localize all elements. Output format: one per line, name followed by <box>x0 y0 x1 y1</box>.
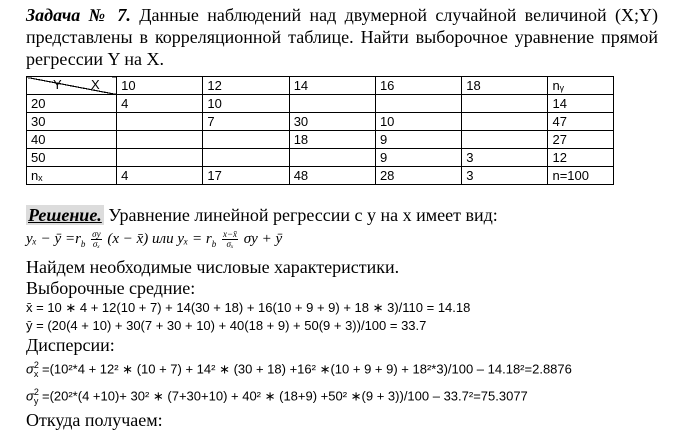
table-cell <box>117 149 203 167</box>
table-row <box>27 131 614 149</box>
variance-x-expr: =(10²*4 + 12² ∗ (10 + 7) + 14² ∗ (30 + 18) +16² ∗(10 + 9 + 9) + 18²*3)/100 – 14.18²=2.8876 <box>38 361 572 377</box>
table-cell <box>462 95 548 113</box>
table-cell: 4 <box>117 95 203 113</box>
text-line: Дисперсии: <box>26 335 115 355</box>
table-cell <box>117 113 203 131</box>
table-cell: 4 <box>117 167 203 185</box>
header-cell: 10 <box>117 77 203 95</box>
header-cell: 16 <box>375 77 461 95</box>
solution-section <box>26 205 658 431</box>
fraction-numerator: σy <box>92 229 101 240</box>
table-cell: nₓ <box>27 167 117 185</box>
table-cell: 47 <box>548 113 614 131</box>
table-cell: 18 <box>289 131 375 149</box>
text-line: Выборочные средние: <box>26 278 196 298</box>
table-cell: 28 <box>375 167 461 185</box>
sigma-sub: y <box>33 395 39 406</box>
mean-y-calc: ȳ = (20(4 + 10) + 30(7 + 30 + 10) + 40(18 + 9) + 50(9 + 3))/100 = 33.7 <box>26 318 427 333</box>
table-cell <box>289 95 375 113</box>
table-cell <box>203 149 289 167</box>
table-cell <box>117 131 203 149</box>
table-cell: 20 <box>27 95 117 113</box>
table-cell: 17 <box>203 167 289 185</box>
variance-y-calc <box>26 383 658 410</box>
table-cell: 30 <box>27 113 117 131</box>
regression-formula <box>26 226 658 257</box>
formula-part: (x − x̄) или yₓ = r <box>107 231 212 247</box>
table-totals-row <box>27 167 614 185</box>
formula-fraction <box>222 230 238 249</box>
solution-title: Решение. <box>28 205 102 225</box>
fraction-numerator: x−x̄ <box>222 229 238 240</box>
table-cell <box>375 95 461 113</box>
task-text: Данные наблюдений над двумерной случайной величиной (X;Y) представлены в корреляционной таблице. Найти выборочное уравнение прямой регрессии Y на X. <box>26 5 658 69</box>
table-cell: n=100 <box>548 167 614 185</box>
text-line: Найдем необходимые числовые характеристики. <box>26 257 400 277</box>
table-row <box>27 95 614 113</box>
formula-subscript: b <box>211 239 217 249</box>
table-cell: 30 <box>289 113 375 131</box>
fraction-denominator: σₓ <box>92 239 100 250</box>
table-cell: 10 <box>375 113 461 131</box>
sigma-sub: x <box>33 368 39 379</box>
table-cell <box>462 131 548 149</box>
table-cell: 7 <box>203 113 289 131</box>
table-cell: 9 <box>375 149 461 167</box>
sigma-symbol: σ <box>26 361 34 377</box>
fraction-denominator: σₓ <box>226 239 234 250</box>
header-cell: 14 <box>289 77 375 95</box>
task-title: Задача № 7. <box>26 5 131 25</box>
table-cell: 14 <box>548 95 614 113</box>
table-cell: 3 <box>462 167 548 185</box>
solution-intro: Уравнение линейной регрессии с y на x имеет вид: <box>103 205 498 225</box>
sigma-sup: 2 <box>33 386 39 397</box>
table-row <box>27 113 614 131</box>
table-cell: 50 <box>27 149 117 167</box>
table-cell: 12 <box>548 149 614 167</box>
table-cell <box>203 131 289 149</box>
header-cell: 12 <box>203 77 289 95</box>
task-statement <box>26 4 658 70</box>
correlation-table <box>26 76 614 185</box>
table-cell: 9 <box>375 131 461 149</box>
formula-fraction <box>91 230 101 249</box>
formula-part: σy + ȳ <box>243 231 283 247</box>
sigma-sup: 2 <box>33 360 39 370</box>
table-cell: 48 <box>289 167 375 185</box>
variance-y-expr: =(20²*(4 +10)+ 30² ∗ (7+30+10) + 40² ∗ (18+9) +50² ∗(9 + 3))/100 – 33.7²=75.3077 <box>38 388 528 404</box>
table-row <box>27 149 614 167</box>
document <box>26 4 658 431</box>
corner-x-label: X <box>91 77 100 92</box>
sigma-symbol: σ <box>26 388 34 404</box>
table-header-row <box>27 77 614 95</box>
corner-y-label: Y <box>53 77 62 92</box>
header-cell: 18 <box>462 77 548 95</box>
formula-part: yₓ − ȳ =r <box>26 231 81 247</box>
table-cell <box>289 149 375 167</box>
header-cell: nᵧ <box>548 77 614 95</box>
table-corner-cell <box>27 77 117 95</box>
mean-x-calc: x̄ = 10 ∗ 4 + 12(10 + 7) + 14(30 + 18) + 16(10 + 9 + 9) + 18 ∗ 3)/110 = 14.18 <box>26 300 471 315</box>
table-cell <box>462 113 548 131</box>
text-line: Откуда получаем: <box>26 409 163 430</box>
table-cell: 3 <box>462 149 548 167</box>
formula-subscript: b <box>80 239 86 249</box>
table-cell: 27 <box>548 131 614 149</box>
table-cell: 10 <box>203 95 289 113</box>
variance-x-calc <box>26 356 658 383</box>
table-cell: 40 <box>27 131 117 149</box>
solution-heading <box>26 205 658 226</box>
